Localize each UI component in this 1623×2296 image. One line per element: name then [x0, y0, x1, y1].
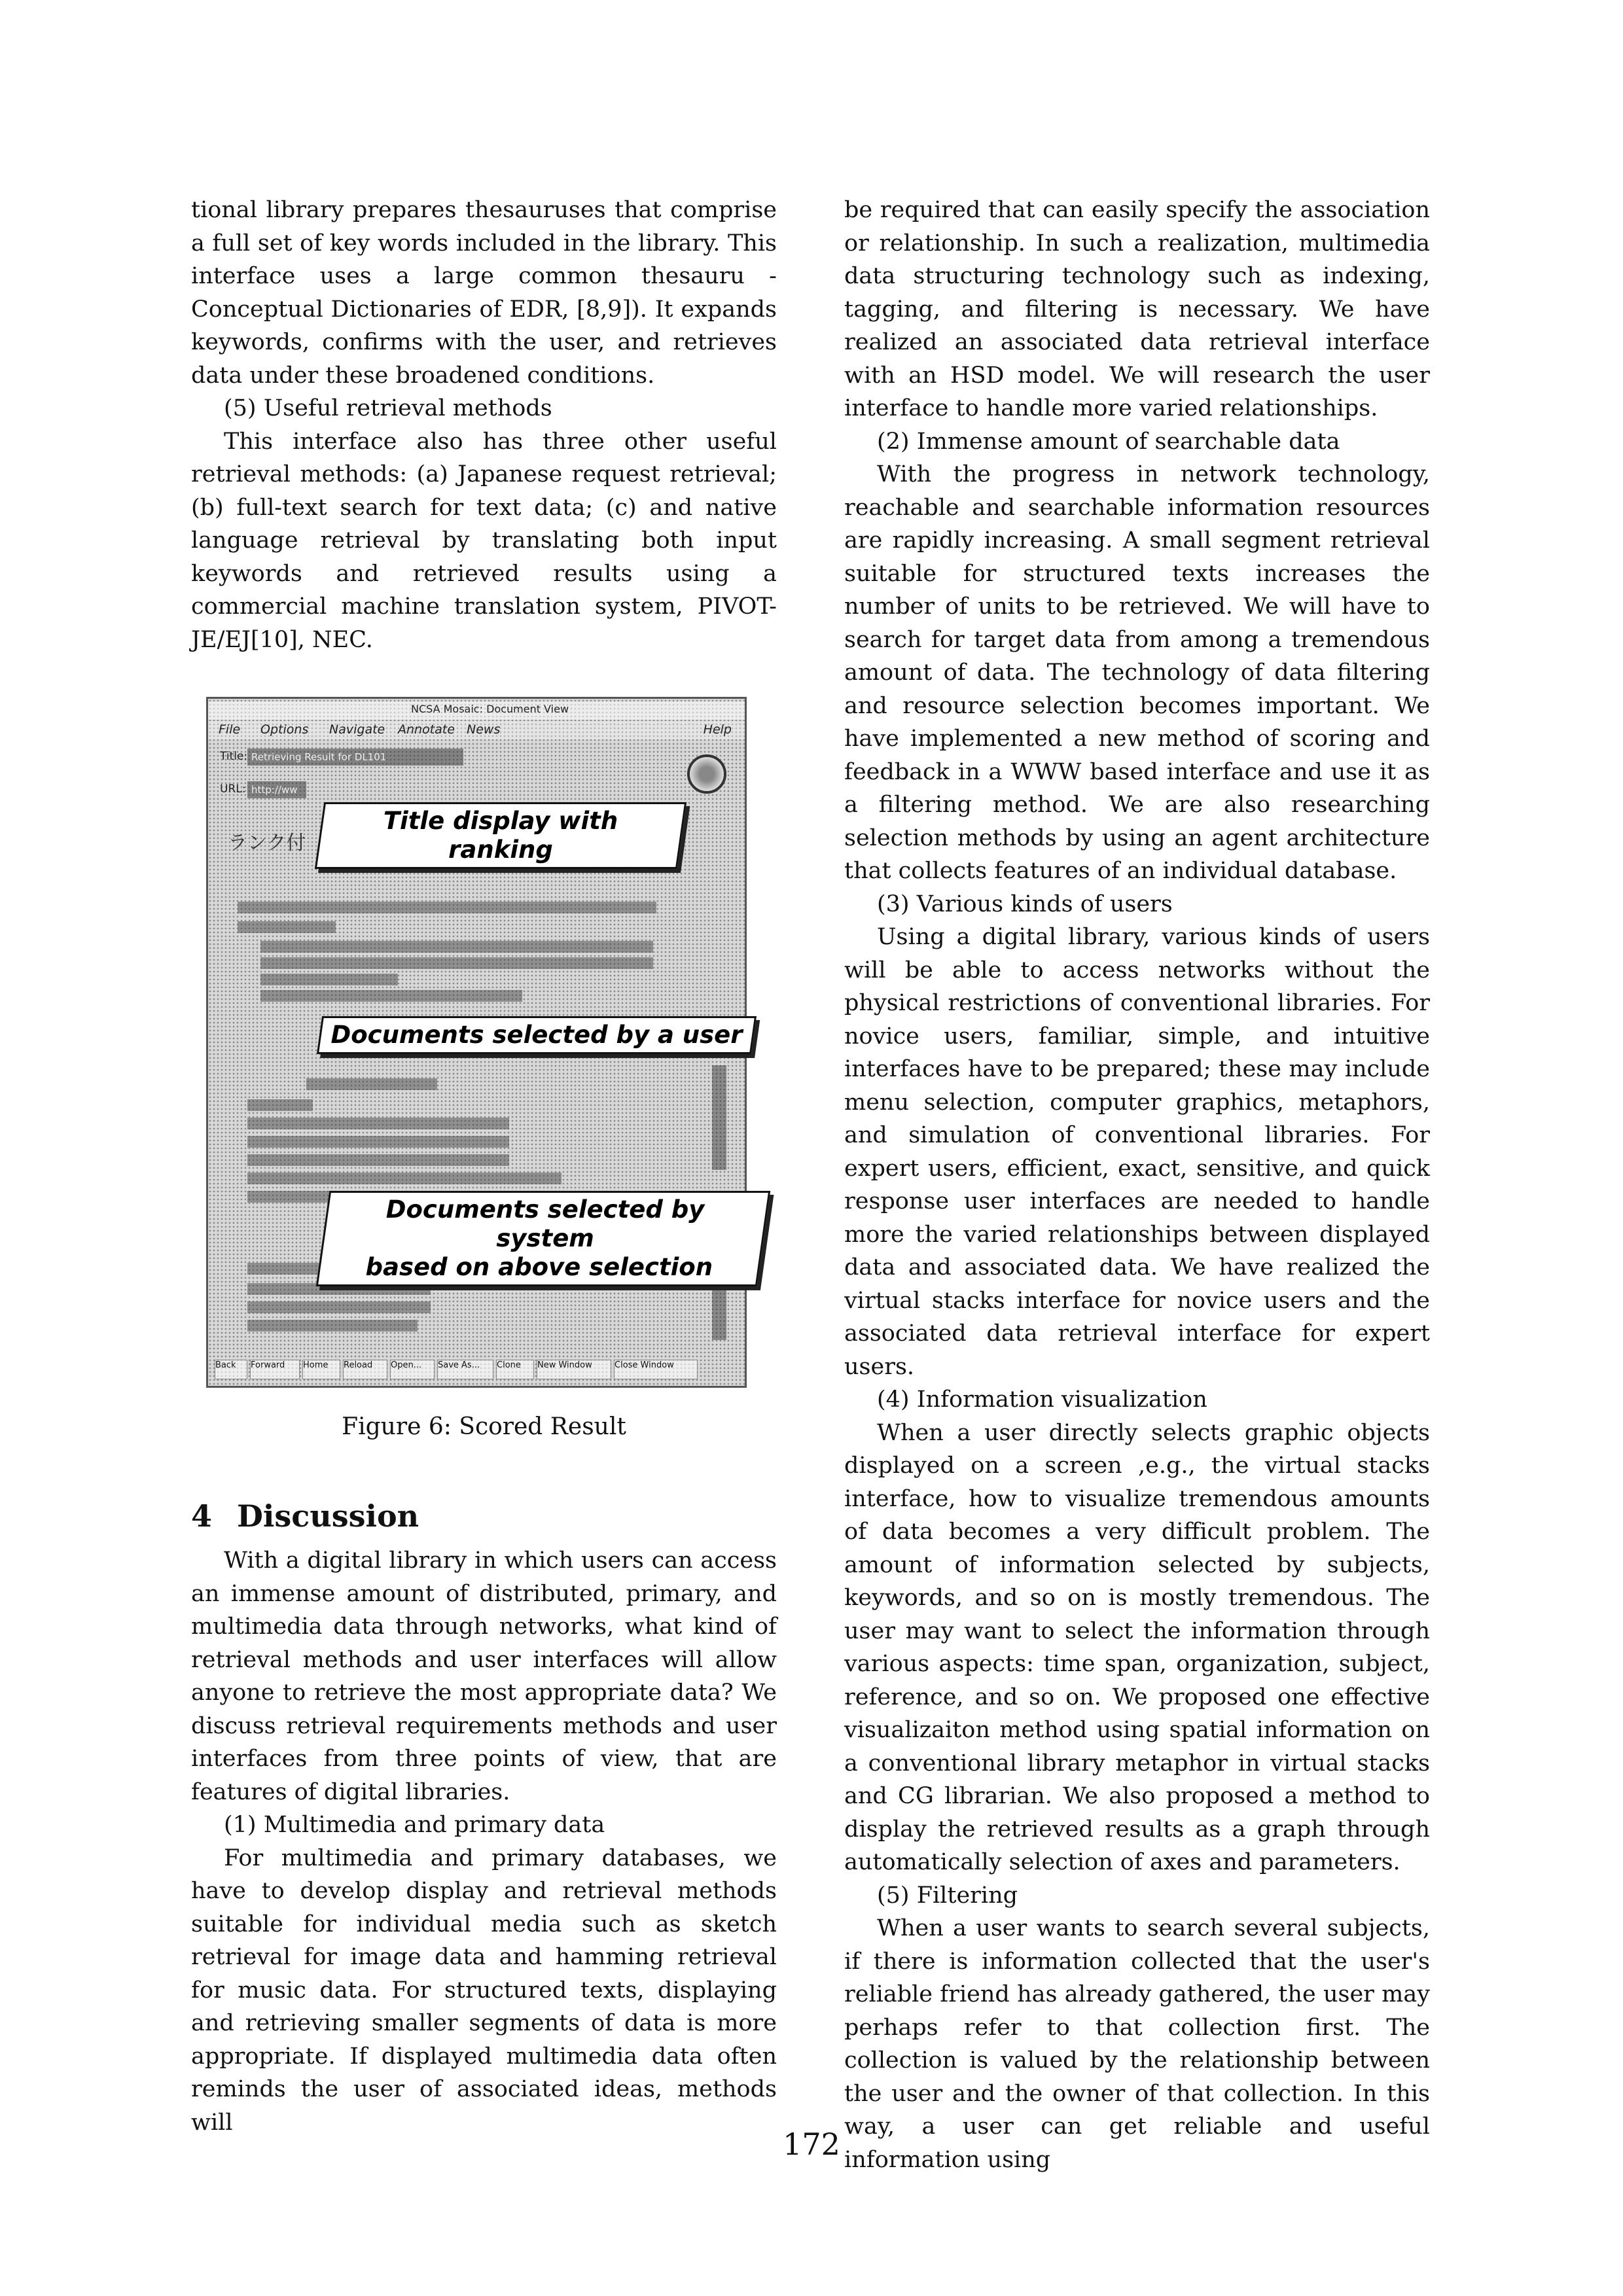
paragraph: be required that can easily specify the association or relationship. In such a realization, multimedia data structuring technology such as indexing, tagging, and filtering is necessary. We have realized an associated data retrieval interface with an HSD model. We will research the user interface to handle more varied relationships. — [844, 197, 1430, 421]
new-window-button[interactable]: New Window — [537, 1360, 611, 1379]
paragraph: With a digital library in which users can access an immense amount of distributed, primary, and multimedia data through networks, what kind of retrieval methods and user interfaces will allow anyone to retrieve the most appropriate data? We discuss retrieval requirements methods and user interfaces from three points of view, that are features of digital libraries. — [191, 1547, 777, 1805]
list-item[interactable] — [247, 1301, 431, 1313]
list-item[interactable] — [247, 1320, 418, 1332]
paragraph: When a user wants to search several subjects, if there is information collected that the user's reliable friend has already gathered, the user may perhaps refer to that collection first. The collection is valued by the relationship between the user and the owner of that collection. In this way, a user can get reliable and useful information using — [844, 1915, 1430, 2173]
figure-caption: Figure 6: Scored Result — [342, 1413, 626, 1440]
list-item[interactable] — [247, 1136, 509, 1148]
clone-button[interactable]: Clone — [496, 1360, 534, 1379]
paragraph: tional library prepares thesauruses that comprise a full set of key words included in the library. This interface uses a large common thesauru - Conceptual Dictionaries of EDR, [8,9]). It expands keywords, confirms with the user, and retrieves data under these broadened conditions. — [191, 197, 777, 389]
japanese-heading: ランク付 — [228, 832, 306, 855]
figure-screenshot — [206, 697, 747, 1388]
section-title: Discussion — [237, 1498, 419, 1534]
text-line — [306, 1078, 437, 1090]
callout-text: Documents selected by a user — [330, 1021, 743, 1049]
subsection-heading: (5) Useful retrieval methods — [224, 395, 552, 421]
window-titlebar — [208, 701, 745, 720]
save-as-button[interactable]: Save As... — [437, 1360, 493, 1379]
section-heading — [191, 1498, 419, 1534]
title-field: Retrieving Result for DL101 — [247, 749, 463, 766]
paragraph: Using a digital library, various kinds of users will be able to access networks without the physical restrictions of conventional libraries. For novice users, familiar, simple, and intuitive interfaces have to be prepared; these may include menu selection, computer graphics, metaphors, and simulation of conventional libraries. For expert users, efficient, exact, sensitive, and quick response user interfaces are needed to handle more the varied relationships between displayed data and associated data. We have realized the virtual stacks interface for novice users and the associated data retrieval interface for expert users. — [844, 924, 1430, 1380]
subsection-heading: (1) Multimedia and primary data — [224, 1812, 605, 1838]
list-item[interactable] — [247, 1154, 509, 1166]
right-column — [844, 194, 1430, 2176]
menu-help[interactable]: Help — [703, 722, 732, 737]
menu-navigate[interactable]: Navigate — [329, 722, 385, 737]
menu-annotate[interactable]: Annotate — [398, 722, 455, 737]
text-line — [260, 974, 398, 985]
menu-options[interactable]: Options — [260, 722, 309, 737]
scrollbar[interactable] — [712, 1065, 726, 1170]
left-column-bottom — [191, 1544, 777, 2139]
paragraph: When a user directly selects graphic objects displayed on a screen ,e.g., the virtual stacks interface, how to visualize tremendous amounts of data becomes a very difficult problem. The amount of information selected by subjects, keywords, and so on is mostly tremendous. The user may want to select the information through various aspects: time span, organization, subject, reference, and so on. We proposed one effective visualizaiton method using spatial information on a conventional library metaphor in virtual stacks and CG librarian. We also proposed a method to display the retrieved results as a graph through automatically selection of axes and parameters. — [844, 1419, 1430, 1875]
text-line — [260, 957, 653, 969]
subsection-heading: (2) Immense amount of searchable data — [877, 428, 1340, 455]
subsection-heading: (4) Information visualization — [877, 1386, 1207, 1413]
menu-bar — [208, 721, 745, 739]
reload-button[interactable]: Reload — [343, 1360, 387, 1379]
mosaic-globe-icon — [687, 754, 726, 794]
close-window-button[interactable]: Close Window — [614, 1360, 698, 1379]
forward-button[interactable]: Forward — [250, 1360, 300, 1379]
list-item[interactable] — [247, 1173, 562, 1184]
callout-text: Title display with ranking — [383, 807, 618, 864]
back-button[interactable]: Back — [215, 1360, 247, 1379]
page-number: 172 — [783, 2127, 840, 2162]
list-item[interactable] — [247, 1118, 509, 1129]
paragraph: For multimedia and primary databases, we have to develop display and retrieval methods suitable for individual media such as sketch retrieval for image data and hamming retrieval for music data. For structured texts, displaying and retrieving smaller segments of data is more appropriate. If displayed multimedia data often reminds the user of associated ideas, methods will — [191, 1845, 777, 2136]
left-column-top — [191, 194, 777, 656]
text-line — [260, 941, 653, 953]
title-label: Title: — [220, 750, 248, 763]
paragraph: This interface also has three other useful retrieval methods: (a) Japanese request retrieval; (b) full-text search for text data; (c) and native language retrieval by translating both input keywords and retrieved results using a commercial machine translation system, PIVOT-JE/EJ[10], NEC. — [191, 428, 777, 653]
menu-file[interactable]: File — [219, 722, 241, 737]
text-line — [260, 990, 522, 1002]
callout-system-selected — [316, 1191, 771, 1286]
paragraph: With the progress in network technology, reachable and searchable information resources are rapidly increasing. A small segment retrieval suitable for structured texts increases the number of units to be retrieved. We will have to search for target data from among a tremendous amount of data. The technology of data filtering and resource selection becomes important. We have implemented a new method of scoring and feedback in a WWW based interface and use it as a filtering method. We are also researching selection methods by using an agent architecture that collects features of an individual database. — [844, 461, 1430, 884]
subsection-heading: (3) Various kinds of users — [877, 891, 1173, 917]
callout-title-display — [315, 802, 687, 869]
section-number: 4 — [191, 1498, 213, 1534]
callout-user-selected — [317, 1016, 757, 1054]
text-line — [238, 921, 336, 933]
url-field[interactable]: http://ww — [247, 781, 306, 798]
callout-text-line1: Documents selected by system — [385, 1195, 705, 1252]
text-line — [238, 902, 656, 913]
menu-news[interactable]: News — [467, 722, 501, 737]
window-title: NCSA Mosaic: Document View — [411, 703, 569, 715]
open-button[interactable]: Open... — [390, 1360, 435, 1379]
list-item — [247, 1099, 313, 1111]
callout-text-line2: based on above selection — [365, 1253, 713, 1281]
url-label: URL: — [220, 783, 246, 796]
home-button[interactable]: Home — [302, 1360, 340, 1379]
subsection-heading: (5) Filtering — [877, 1882, 1018, 1909]
